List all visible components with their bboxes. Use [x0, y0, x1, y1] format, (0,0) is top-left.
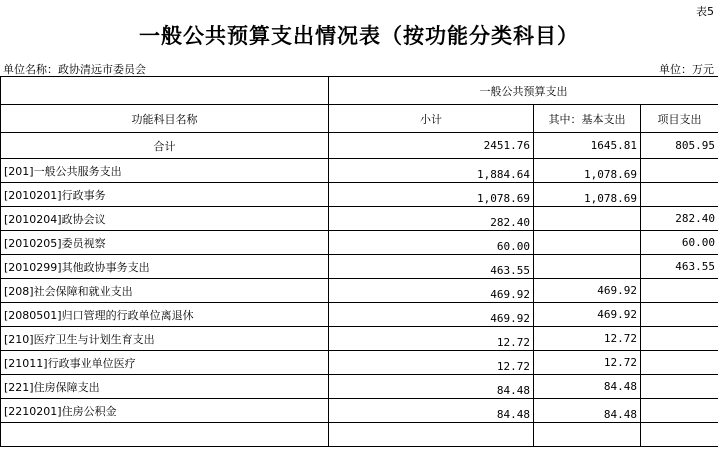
header-row-group	[1, 77, 718, 105]
row-basic-cell: 84.48	[534, 399, 641, 423]
header-group-cell: 一般公共预算支出	[329, 77, 718, 105]
header-blank-cell	[1, 77, 329, 105]
table-row	[1, 183, 718, 207]
row-project-cell	[641, 327, 718, 351]
total-label-cell: 合计	[1, 133, 329, 159]
row-basic-cell: 1,078.69	[534, 159, 641, 183]
row-subtotal-cell: 469.92	[329, 279, 534, 303]
page-title: 一般公共预算支出情况表（按功能分类科目）	[139, 24, 579, 48]
row-name-cell: [21011]行政事业单位医疗	[1, 351, 329, 375]
row-name-cell: [208]社会保障和就业支出	[1, 279, 329, 303]
row-subtotal-cell: 84.48	[329, 375, 534, 399]
row-name-cell: [2010201]行政事务	[1, 183, 329, 207]
row-project-cell: 60.00	[641, 231, 718, 255]
row-subtotal-cell: 282.40	[329, 207, 534, 231]
row-basic-cell: 469.92	[534, 279, 641, 303]
row-name-cell: [210]医疗卫生与计划生育支出	[1, 327, 329, 351]
row-project-cell: 463.55	[641, 255, 718, 279]
row-name-cell: [201]一般公共服务支出	[1, 159, 329, 183]
table-row	[1, 399, 718, 423]
row-name-cell: [2210201]住房公积金	[1, 399, 329, 423]
row-project-cell	[641, 351, 718, 375]
header-row-columns	[1, 105, 718, 133]
row-basic-cell: 469.92	[534, 303, 641, 327]
row-project-cell	[641, 183, 718, 207]
row-basic-cell	[534, 207, 641, 231]
row-basic-cell: 84.48	[534, 375, 641, 399]
total-project-cell: 805.95	[641, 133, 718, 159]
row-subtotal-cell: 12.72	[329, 351, 534, 375]
header-name-cell: 功能科目名称	[1, 105, 329, 133]
table-row	[1, 351, 718, 375]
table-row	[1, 255, 718, 279]
row-subtotal-cell: 469.92	[329, 303, 534, 327]
row-subtotal-cell: 12.72	[329, 327, 534, 351]
row-basic-cell	[534, 231, 641, 255]
row-name-cell: [2010299]其他政协事务支出	[1, 255, 329, 279]
currency-unit-label: 单位：万元	[659, 63, 714, 76]
row-basic-cell: 12.72	[534, 351, 641, 375]
row-project-cell	[641, 399, 718, 423]
total-basic-cell: 1645.81	[534, 133, 641, 159]
header-subtotal-cell: 小计	[329, 105, 534, 133]
row-subtotal-cell: 1,078.69	[329, 183, 534, 207]
total-subtotal-cell: 2451.76	[329, 133, 534, 159]
table-row-empty	[1, 423, 718, 447]
table-row	[1, 303, 718, 327]
row-project-cell	[641, 279, 718, 303]
row-name-cell: [2010205]委员视察	[1, 231, 329, 255]
row-basic-cell	[534, 423, 641, 447]
row-basic-cell	[534, 255, 641, 279]
table-row	[1, 231, 718, 255]
row-project-cell	[641, 375, 718, 399]
row-subtotal-cell: 463.55	[329, 255, 534, 279]
table-number: 表5	[696, 5, 714, 18]
row-name-cell: [221]住房保障支出	[1, 375, 329, 399]
total-row	[1, 133, 718, 159]
table-row	[1, 159, 718, 183]
row-project-cell	[641, 159, 718, 183]
header-basic-cell: 其中：基本支出	[534, 105, 641, 133]
row-name-cell	[1, 423, 329, 447]
row-name-cell: [2010204]政协会议	[1, 207, 329, 231]
row-subtotal-cell: 1,884.64	[329, 159, 534, 183]
unit-name-label: 单位名称：政协清远市委员会	[3, 63, 146, 76]
row-name-cell: [2080501]归口管理的行政单位离退休	[1, 303, 329, 327]
budget-table	[0, 76, 718, 447]
header-project-cell: 项目支出	[641, 105, 718, 133]
row-subtotal-cell	[329, 423, 534, 447]
table-row	[1, 375, 718, 399]
table-row	[1, 327, 718, 351]
table-row	[1, 207, 718, 231]
row-project-cell: 282.40	[641, 207, 718, 231]
row-project-cell	[641, 303, 718, 327]
row-project-cell	[641, 423, 718, 447]
row-subtotal-cell: 60.00	[329, 231, 534, 255]
row-basic-cell: 12.72	[534, 327, 641, 351]
row-subtotal-cell: 84.48	[329, 399, 534, 423]
table-row	[1, 279, 718, 303]
row-basic-cell: 1,078.69	[534, 183, 641, 207]
